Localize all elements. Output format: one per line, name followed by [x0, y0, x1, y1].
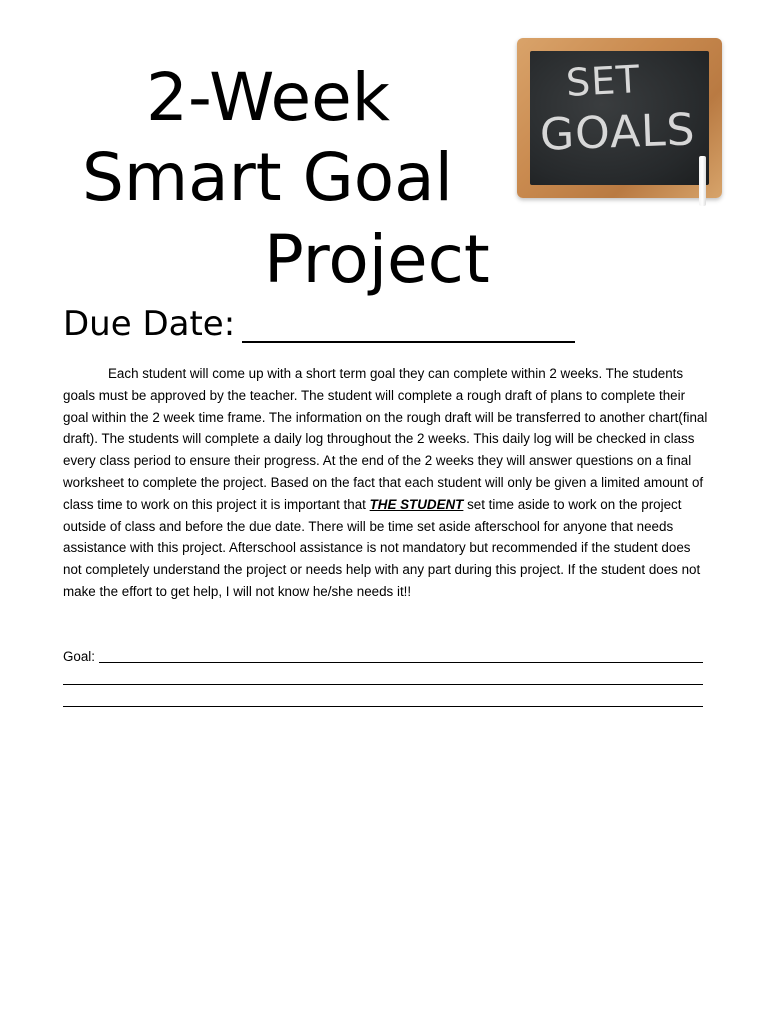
goal-blank-line-1[interactable] [99, 662, 703, 663]
instructions-text-part-2: set time aside to work on the project outside of class and before the due date. There will be time set aside afterschool for anyone that needs assistance with this project. Afterschool assistance is not mandatory but recommended if the student does not completely understand the project or needs help with any part during this project. If the student does not make the effort to get help, I will not know he/she needs it!! [63, 496, 701, 599]
goal-label: Goal: [63, 649, 96, 664]
goal-row-3 [63, 690, 703, 712]
title-line-3: Project [264, 221, 490, 298]
goal-row-2 [63, 668, 703, 690]
title-line-2: Smart Goal [82, 139, 453, 216]
document-title [60, 58, 520, 298]
title-line-1: 2-Week [146, 59, 390, 136]
chalkboard-text-line-2: GOALS [539, 104, 697, 161]
goal-blank-line-2[interactable] [63, 684, 703, 685]
instructions-emphasis: THE STUDENT [369, 496, 464, 512]
instructions-text-part-1: Each student will come up with a short term goal they can complete within 2 weeks. The students goals must be approved by the teacher. The student will complete a rough draft of plans to complete their goal within the 2 week time frame. The information on the rough draft will be transferred to another chart(final draft). The students will complete a daily log throughout the 2 weeks. This daily log will be checked in class every class period to ensure their progress. At the end of the 2 weeks they will answer questions on a final worksheet to complete the project. Based on the fact that each student will only be given a limited amount of class time to work on this project it is important that [63, 366, 708, 512]
due-date-blank-line [242, 341, 575, 343]
chalkboard-surface [530, 51, 709, 185]
chalk-stick-icon [699, 156, 706, 206]
goal-row-1 [63, 646, 703, 668]
goal-section [63, 646, 703, 712]
instructions-paragraph [63, 363, 708, 603]
chalkboard-text-line-1: SET [564, 57, 642, 105]
set-goals-chalkboard-image [517, 38, 722, 198]
due-date-label: Due Date: [63, 304, 236, 344]
goal-blank-line-3[interactable] [63, 706, 703, 707]
